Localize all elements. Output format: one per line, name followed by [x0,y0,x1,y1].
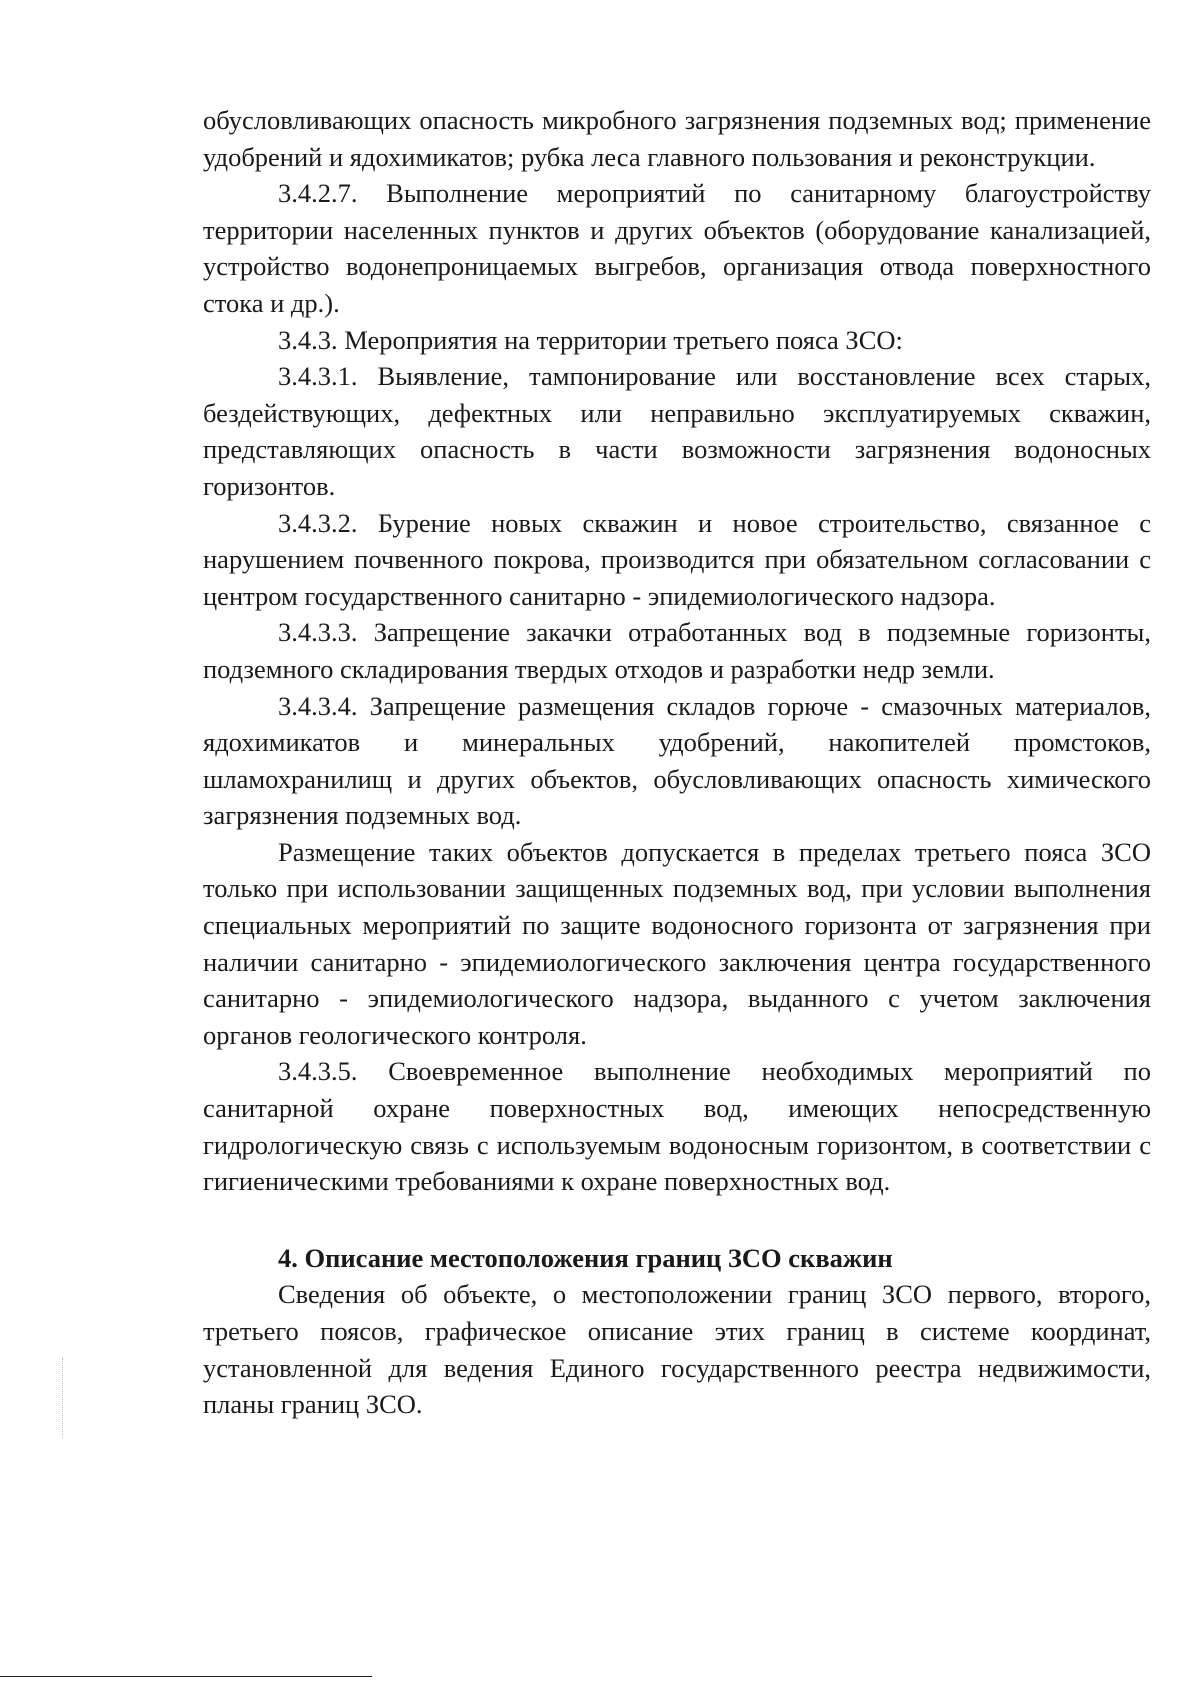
paragraph-3-4-3-2: 3.4.3.2. Бурение новых скважин и новое строительство, связанное с нарушением почвенного покрова, производится при обязательном согласовании с центром государственного санитарно - эпидемиологического надзора. [203,507,1151,611]
section-heading: 4. Описание местоположения границ ЗСО скважин [278,1242,893,1273]
paragraph-3-4-3-4: 3.4.3.4. Запрещение размещения складов горюче - смазочных материалов, ядохимикатов и минеральных удобрений, накопителей промстоков, шламохранилищ и других объектов, обусловливающих опасность химического загрязнения подземных вод. [203,690,1151,831]
document-body [203,102,1151,1423]
paragraph-3-4-3-5: 3.4.3.5. Своевременное выполнение необходимых мероприятий по санитарной охране поверхностных вод, имеющих непосредственную гидрологическую связь с используемым водоносным горизонтом, в соответствии с гигиеническими требованиями к охране поверхностных вод. [203,1056,1151,1197]
paragraph-3-4-2-7: 3.4.2.7. Выполнение мероприятий по санитарному благоустройству территории населенных пунктов и других объектов (оборудование канализацией, устройство водонепроницаемых выгребов, организация отвода поверхностного стока и др.). [203,178,1151,318]
section-paragraph: Сведения об объекте, о местоположении границ ЗСО первого, второго, третьего поясов, графическое описание этих границ в системе координат, установленной для ведения Единого государственного реестра недвижимости, планы границ ЗСО. [203,1279,1151,1420]
paragraph-continuation: обусловливающих опасность микробного загрязнения подземных вод; применение удобрений и ядохимикатов; рубка леса главного пользования и реконструкции. [203,105,1151,172]
footer-rule [0,1676,372,1677]
paragraph-3-4-3-3: 3.4.3.3. Запрещение закачки отработанных вод в подземные горизонты, подземного складирования твердых отходов и разработки недр земли. [203,617,1151,684]
scan-artifact [62,1358,64,1438]
paragraph-3-4-3: 3.4.3. Мероприятия на территории третьего пояса ЗСО: [278,324,903,355]
paragraph-3-4-3-1: 3.4.3.1. Выявление, тампонирование или восстановление всех старых, бездействующих, дефектных или неправильно эксплуатируемых скважин, представляющих опасность в части возможности загрязнения водоносных горизонтов. [203,361,1151,501]
paragraph-placement-conditions: Размещение таких объектов допускается в пределах третьего пояса ЗСО только при использовании защищенных подземных вод, при условии выполнения специальных мероприятий по защите водоносного горизонта от загрязнения при наличии санитарно - эпидемиологического заключения центра государственного санитарно - эпидемиологического надзора, выданного с учетом заключения органов геологического контроля. [203,836,1151,1050]
